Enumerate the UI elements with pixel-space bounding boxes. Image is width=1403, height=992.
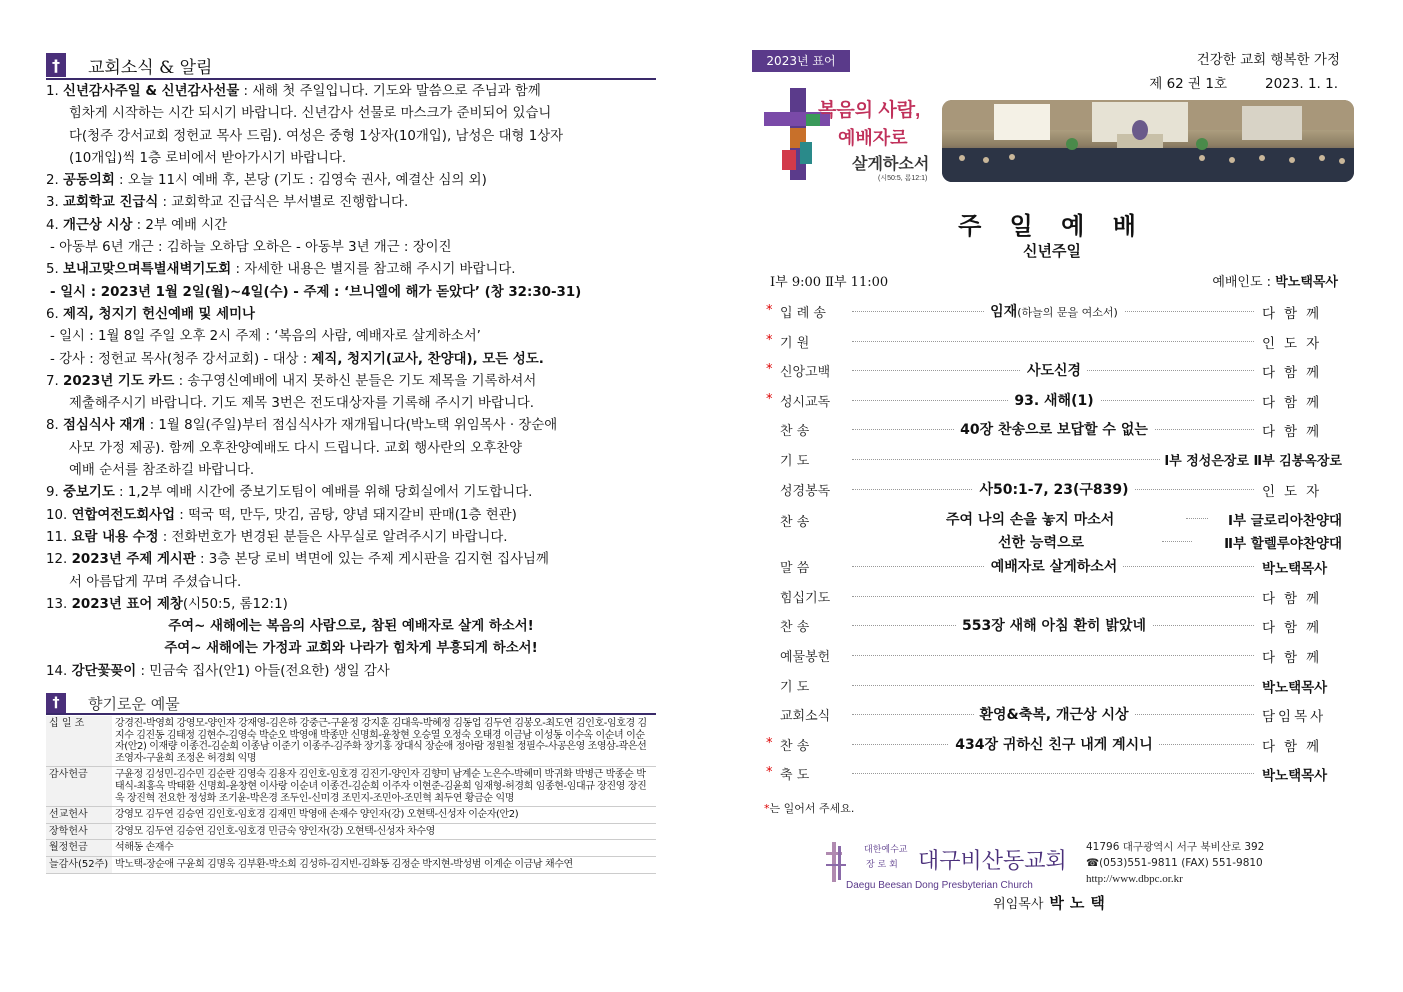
worship-row bbox=[766, 670, 1342, 700]
offering-section-header bbox=[46, 693, 656, 715]
worship-label: 예물봉헌 bbox=[780, 649, 831, 665]
choir-name-2: Ⅱ부 할렐루야찬양대 bbox=[1224, 536, 1342, 553]
item-heading: 보내고맞으며특별새벽기도회 bbox=[63, 262, 232, 278]
cross-icon: † bbox=[46, 53, 66, 77]
worship-label: 교회소식 bbox=[780, 709, 831, 725]
church-motto: 건강한 교회 행복한 가정 bbox=[1196, 52, 1340, 68]
item-number: 8. bbox=[46, 418, 59, 434]
church-phone: ☎(053)551-9811 (FAX) 551-9810 bbox=[1086, 857, 1263, 869]
worship-leader: 다함께 bbox=[1258, 646, 1342, 666]
item-heading: 중보기도 bbox=[63, 485, 115, 501]
worship-title: 93. 새해(1) bbox=[1014, 392, 1094, 409]
item-heading: 개근상 시상 bbox=[63, 217, 133, 233]
worship-label: 성경봉독 bbox=[780, 483, 831, 499]
worship-row bbox=[766, 296, 1342, 326]
item-heading: 교회학교 진급식 bbox=[63, 195, 159, 211]
item-number: 6. bbox=[46, 306, 59, 322]
dotted-leader bbox=[1162, 541, 1192, 542]
item-number: 3. bbox=[46, 195, 59, 211]
worship-row bbox=[766, 581, 1342, 611]
item-text: : 2부 예배 시간 bbox=[132, 217, 228, 233]
cross-icon: † bbox=[46, 693, 66, 713]
offering-label: 감사헌금 bbox=[46, 767, 112, 807]
item-number: 4. bbox=[46, 217, 59, 233]
logo-reference: (시50:5, 롬12:1) bbox=[878, 175, 928, 182]
item-number: 10. bbox=[46, 507, 68, 523]
worship-item-text bbox=[956, 618, 1152, 634]
worship-item bbox=[866, 419, 1242, 439]
item-heading: 요람 내용 수정 bbox=[71, 529, 159, 545]
worship-item-text bbox=[984, 304, 1124, 320]
worship-row bbox=[766, 699, 1342, 729]
announcement-item bbox=[46, 594, 656, 616]
worship-row bbox=[766, 444, 1342, 474]
church-footer bbox=[824, 834, 1294, 894]
prayer-line: 주여~ 새해에는 가정과 교회와 나라가 힘차게 부흥되게 하소서! bbox=[164, 641, 538, 657]
dotted-leader bbox=[1186, 518, 1208, 519]
standing-note bbox=[764, 800, 854, 816]
item-heading: 2023년 표어 제창 bbox=[71, 596, 183, 612]
item-number: 12. bbox=[46, 552, 68, 568]
offering-names: 강영모 김두연 김승연 김인호-임호경 김재민 박영애 손재수 양인자(강) 오현택-신성자 이순자(안2) bbox=[112, 807, 656, 824]
item-subline: - 일시 : 1월 8일 주일 오후 2시 주제 : ‘복음의 사람, 예배자로 살게하소서’ bbox=[50, 329, 481, 345]
worship-label: 찬 송 bbox=[780, 738, 810, 754]
worship-item bbox=[866, 390, 1242, 410]
announcement-item bbox=[46, 482, 656, 504]
offering-label: 장학헌사 bbox=[46, 823, 112, 840]
item-text: (시50:5, 롬12:1) bbox=[182, 596, 288, 612]
announcements-column bbox=[46, 52, 656, 874]
note-text: 는 일어서 주세요. bbox=[769, 802, 855, 815]
worship-row bbox=[766, 758, 1342, 788]
worship-leader: 인도자 bbox=[1258, 480, 1342, 500]
worship-leader: 박노택목사 bbox=[1258, 764, 1342, 784]
item-number: 14. bbox=[46, 663, 68, 679]
offering-label: 늘감사(52주) bbox=[46, 856, 112, 873]
service-leader bbox=[1212, 271, 1338, 290]
item-continuation: (10개입)씩 1층 로비에서 받아가시기 바랍니다. bbox=[69, 150, 347, 166]
service-subtitle: 신년주일 bbox=[1023, 242, 1081, 260]
worship-item-text bbox=[974, 707, 1135, 723]
prayer-line: 주여~ 새해에는 복음의 사람으로, 참된 예배자로 살게 하소서! bbox=[168, 619, 534, 635]
worship-row bbox=[766, 414, 1342, 444]
church-english-name: Daegu Beesan Dong Presbyterian Church bbox=[846, 880, 1033, 891]
scripture-text: 사50:1-7, 23(구839) bbox=[973, 482, 1134, 498]
offering-row bbox=[46, 823, 656, 840]
worship-item-text bbox=[1021, 363, 1087, 379]
item-text: : 1,2부 예배 시간에 중보기도팀이 예배를 위해 당회실에서 기도합니다. bbox=[114, 485, 533, 501]
item-number: 13. bbox=[46, 596, 68, 612]
offering-names: 석해동 손재수 bbox=[112, 840, 656, 857]
offering-label: 선교헌사 bbox=[46, 807, 112, 824]
item-text: : 전화번호가 변경된 분들은 사무실로 알려주시기 바랍니다. bbox=[158, 529, 508, 545]
item-heading: 신년감사주일 & 신년감사선물 bbox=[63, 84, 240, 99]
news-section-header bbox=[46, 52, 656, 80]
item-heading: 점심식사 재개 bbox=[63, 418, 146, 434]
bulletin-date: 2023. 1. 1. bbox=[1265, 76, 1338, 92]
dotted-leader bbox=[852, 655, 1254, 656]
worship-item bbox=[866, 301, 1242, 321]
worship-label: 찬 송 bbox=[780, 424, 810, 440]
sanctuary-photo bbox=[942, 100, 1354, 182]
star-icon: * bbox=[766, 735, 773, 751]
item-heading: 강단꽃꽂이 bbox=[71, 663, 137, 679]
star-icon: * bbox=[766, 362, 773, 378]
worship-item bbox=[866, 556, 1242, 576]
worship-label: 기 도 bbox=[780, 453, 810, 469]
dotted-leader bbox=[852, 341, 1254, 342]
worship-title: 예배자로 살게하소서 bbox=[990, 559, 1118, 576]
announcement-item bbox=[46, 371, 656, 393]
leader-name: 박노택목사 bbox=[1275, 275, 1338, 290]
item-continuation: 예배 순서를 참조하길 바랍니다. bbox=[69, 463, 255, 479]
offering-names: 강영모 김두연 김승연 김인호-임호경 민금숙 양인자(강) 오현택-신성자 차수영 bbox=[112, 823, 656, 840]
dotted-leader bbox=[852, 773, 1254, 774]
worship-leader: 다함께 bbox=[1258, 302, 1342, 322]
announcement-item bbox=[46, 81, 656, 103]
offering-label: 월정헌금 bbox=[46, 840, 112, 857]
star-icon: * bbox=[766, 765, 773, 781]
offering-row bbox=[46, 840, 656, 857]
worship-leader: 박노택목사 bbox=[1258, 557, 1342, 577]
worship-leader: 인도자 bbox=[1258, 332, 1342, 352]
announcement-item bbox=[46, 192, 656, 214]
announcement-item bbox=[46, 259, 656, 281]
worship-leader: 다함께 bbox=[1258, 587, 1342, 607]
worship-title: 환영&축복, 개근상 시상 bbox=[979, 707, 1129, 724]
announcement-list bbox=[46, 81, 656, 683]
announcement-item bbox=[46, 304, 656, 326]
announcement-item bbox=[46, 415, 656, 437]
offering-row bbox=[46, 856, 656, 873]
worship-title: 40장 찬송으로 보답할 수 없는 bbox=[960, 422, 1148, 439]
dotted-leader bbox=[852, 685, 1254, 686]
worship-label: 힘십기도 bbox=[780, 590, 831, 606]
order-of-worship bbox=[766, 296, 1342, 788]
item-text: : 자세한 내용은 별지를 참고해 주시기 바랍니다. bbox=[231, 262, 516, 278]
worship-leader: 다함께 bbox=[1258, 616, 1342, 636]
offering-names: 강경진-박영희 강영모-양인자 강재영-김은하 강중근-구윤정 강지훈 김대욱-박혜정 김동업 김두연 김봉오-최도연 김인호-임호경 김지수 김진동 김태정 김현수-김영숙 박순오 박영애 박종만 신명희-윤창현 오승열 오정숙 오태경 이금남 이성동 이수옥 이순녀 이순자(안2) 이재량 이종건-김순희 이종남 이준기 이종주-김주화 장기홍 장대식 장순애 정아람 정원철 정필수-사공은영 조영삼-곽은선 조영자-구윤희 조정온 허경회 익명 bbox=[112, 716, 656, 767]
item-continuation: 다(청주 강서교회 정헌교 목사 드림). 여성은 중형 1상자(10개입), 남성은 대형 1상자 bbox=[69, 128, 564, 144]
choir-song-1: 주여 나의 손을 놓지 마소서 bbox=[946, 512, 1115, 529]
service-title: 주 일 예 배 bbox=[958, 212, 1146, 240]
worship-label: 성시교독 bbox=[780, 394, 831, 410]
motto-badge: 2023년 표어 bbox=[752, 50, 850, 72]
item-number: 11. bbox=[46, 529, 68, 545]
worship-leader: 다함께 bbox=[1258, 361, 1342, 381]
item-heading: 연합여전도회사업 bbox=[71, 507, 176, 523]
item-continuation: 서 아름답게 꾸며 주셨습니다. bbox=[69, 574, 242, 590]
worship-item bbox=[866, 704, 1242, 724]
news-section-title: 교회소식 & 알림 bbox=[88, 57, 213, 78]
item-text: : 3층 본당 로비 벽면에 있는 주제 게시판을 김지현 집사님께 bbox=[195, 552, 549, 568]
choir-name-1: Ⅰ부 글로리아찬양대 bbox=[1227, 513, 1342, 530]
announcement-item bbox=[46, 505, 656, 527]
speaker-text: - 강사 : 정헌교 목사(청주 강서교회) - 대상 : bbox=[50, 351, 312, 367]
worship-item bbox=[866, 360, 1242, 380]
item-subline: - 아동부 6년 개근 : 김하늘 오하담 오하은 - 아동부 3년 개근 : 장이진 bbox=[50, 240, 452, 256]
announcement-item bbox=[46, 527, 656, 549]
worship-leader: 다함께 bbox=[1258, 420, 1342, 440]
church-url[interactable]: http://www.dbpc.or.kr bbox=[1086, 873, 1183, 885]
worship-item-text bbox=[1008, 393, 1099, 409]
church-denomination: 대한예수교 bbox=[864, 845, 908, 855]
worship-leader: 다함께 bbox=[1258, 735, 1342, 755]
worship-item-text bbox=[954, 422, 1154, 438]
church-logo-icon bbox=[826, 842, 846, 882]
item-heading: 2023년 주제 게시판 bbox=[71, 552, 196, 568]
item-text: : 오늘 11시 예배 후, 본당 (기도 : 김영숙 권사, 예결산 심의 외) bbox=[114, 173, 487, 189]
worship-row bbox=[766, 640, 1342, 670]
item-number: 9. bbox=[46, 485, 59, 501]
worship-row bbox=[766, 610, 1342, 640]
offering-row bbox=[46, 716, 656, 767]
volume-number: 제 62 권 1호 bbox=[1149, 76, 1227, 92]
worship-item-text bbox=[985, 559, 1124, 575]
item-text: : 민금숙 집사(안1) 아들(전요한) 생일 감사 bbox=[136, 663, 390, 679]
offering-names: 박노택-장순애 구윤희 김명욱 김부환-박소희 김성하-김지빈-김화동 김정순 박지현-박성범 이계순 이금남 채수연 bbox=[112, 856, 656, 873]
star-icon: * bbox=[764, 802, 770, 815]
worship-label: 찬 송 bbox=[780, 515, 810, 531]
church-name: 대구비산동교회 bbox=[918, 849, 1067, 874]
item-text: : 1월 8일(주일)부터 점심식사가 재개됩니다(박노택 위임목사 · 장순애 bbox=[145, 418, 558, 434]
item-subline bbox=[46, 349, 656, 371]
worship-item bbox=[866, 734, 1242, 754]
star-icon: * bbox=[766, 303, 773, 318]
item-number: 7. bbox=[46, 373, 59, 389]
item-text: : 떡국 떡, 만두, 맛김, 곰탕, 양념 돼지갈비 판매(1층 현관) bbox=[175, 507, 517, 523]
worship-label: 찬 송 bbox=[780, 620, 810, 636]
star-icon: * bbox=[766, 332, 773, 348]
target-text: 제직, 청지기(교사, 찬양대), 모든 성도. bbox=[311, 351, 544, 367]
item-continuation: 제출해주시기 바랍니다. 기도 제목 3번은 전도대상자를 기록해 주시기 바랍니다. bbox=[69, 396, 535, 412]
offering-row bbox=[46, 807, 656, 824]
worship-label: 말 씀 bbox=[780, 561, 810, 577]
worship-leader: 박노택목사 bbox=[1258, 676, 1342, 696]
worship-label: 축 도 bbox=[780, 768, 810, 784]
worship-label: 입 례 송 bbox=[780, 306, 826, 321]
worship-title: 사도신경 bbox=[1026, 363, 1082, 380]
offering-label: 십 일 조 bbox=[46, 716, 112, 767]
worship-row bbox=[766, 355, 1342, 385]
church-denomination2: 장 로 회 bbox=[866, 860, 898, 870]
item-number: 1. bbox=[46, 84, 59, 99]
item-text: : 새해 첫 주일입니다. 기도와 말씀으로 주님과 함께 bbox=[239, 84, 541, 99]
item-number: 2. bbox=[46, 173, 59, 189]
worship-leader: 다함께 bbox=[1258, 391, 1342, 411]
worship-item bbox=[866, 479, 1242, 499]
logo-line2: 예배자로 bbox=[838, 128, 908, 148]
worship-item bbox=[866, 615, 1242, 635]
item-continuation: 힘차게 시작하는 시간 되시기 바랍니다. 신년감사 선물로 마스크가 준비되어 있습니 bbox=[69, 106, 552, 122]
worship-row bbox=[766, 474, 1342, 504]
item-continuation: 사모 가정 제공). 함께 오후찬양예배도 다시 드립니다. 교회 행사란의 오후찬양 bbox=[69, 440, 523, 456]
church-address: 41796 대구광역시 서구 북비산로 392 bbox=[1086, 841, 1265, 853]
announcement-item bbox=[46, 549, 656, 571]
item-heading: 제직, 청지기 헌신예배 및 세미나 bbox=[63, 306, 255, 322]
worship-row bbox=[766, 385, 1342, 415]
star-icon: * bbox=[766, 391, 773, 407]
motto-logo bbox=[760, 84, 950, 184]
item-subline: - 일시 : 2023년 1월 2일(월)~4일(수) - 주제 : ‘브니엘에 해가 돋았다’ (창 32:30-31) bbox=[50, 284, 582, 300]
worship-title: 434장 귀하신 친구 내게 계시니 bbox=[955, 736, 1153, 753]
item-heading: 공동의회 bbox=[63, 173, 115, 189]
worship-title: 임재 bbox=[990, 304, 1018, 320]
worship-label: 기 원 bbox=[780, 335, 810, 351]
choir-row bbox=[766, 503, 1342, 551]
offering-table bbox=[46, 716, 656, 874]
item-number: 5. bbox=[46, 262, 59, 278]
pastor-line bbox=[752, 892, 1352, 913]
offering-section-title: 향기로운 예물 bbox=[88, 694, 180, 713]
service-times: Ⅰ부 9:00 Ⅱ부 11:00 bbox=[770, 275, 889, 290]
announcement-item bbox=[46, 170, 656, 192]
offering-names: 구윤정 김성민-김수민 김순란 김영숙 김용자 김인호-임호경 김진기-양인자 김향미 남계순 노은수-박혜미 박귀화 박병근 박종순 박태식-최홍옥 박태환 신명희-윤창현 이사랑 이순녀 이종건-김순희 이주자 이현준-김윤희 임재형-허경희 임종현-임대규 장진영 장진욱 장진혁 전요한 정성화 조기윤-박은경 조두인-신미경 조민지-조민아-조민혁 최두연 황금순 익명 bbox=[112, 767, 656, 807]
volume-line bbox=[1149, 72, 1338, 92]
item-heading: 2023년 기도 카드 bbox=[63, 373, 175, 389]
pastor-label: 위임목사 bbox=[993, 897, 1044, 912]
worship-label: 기 도 bbox=[780, 679, 810, 695]
worship-title: 553장 새해 아침 환히 밝았네 bbox=[962, 618, 1146, 635]
offering-row bbox=[46, 767, 656, 807]
announcement-item bbox=[46, 215, 656, 237]
item-text: : 교회학교 진급식은 부서별로 진행합니다. bbox=[158, 195, 409, 211]
announcement-item bbox=[46, 661, 656, 683]
worship-leader: 담임목사 bbox=[1258, 705, 1342, 725]
item-text: : 송구영신예배에 내지 못하신 분들은 기도 제목을 기록하셔서 bbox=[174, 373, 537, 389]
leader-label: 예배인도 : bbox=[1212, 275, 1276, 290]
choir-song-2: 선한 능력으로 bbox=[998, 535, 1085, 552]
logo-line3: 살게하소서 bbox=[852, 156, 930, 173]
prayer-leaders: Ⅰ부 정성은장로 Ⅱ부 김봉옥장로 bbox=[1160, 450, 1342, 469]
worship-item-text bbox=[949, 737, 1158, 753]
worship-row bbox=[766, 551, 1342, 581]
worship-label: 신앙고백 bbox=[780, 365, 831, 381]
logo-line1: 복음의 사람, bbox=[818, 100, 921, 121]
worship-row bbox=[766, 326, 1342, 356]
worship-row bbox=[766, 729, 1342, 759]
dotted-leader bbox=[852, 596, 1254, 597]
worship-subtitle: (하늘의 문을 여소서) bbox=[1017, 306, 1118, 319]
pastor-name: 박노택 bbox=[1049, 894, 1111, 912]
